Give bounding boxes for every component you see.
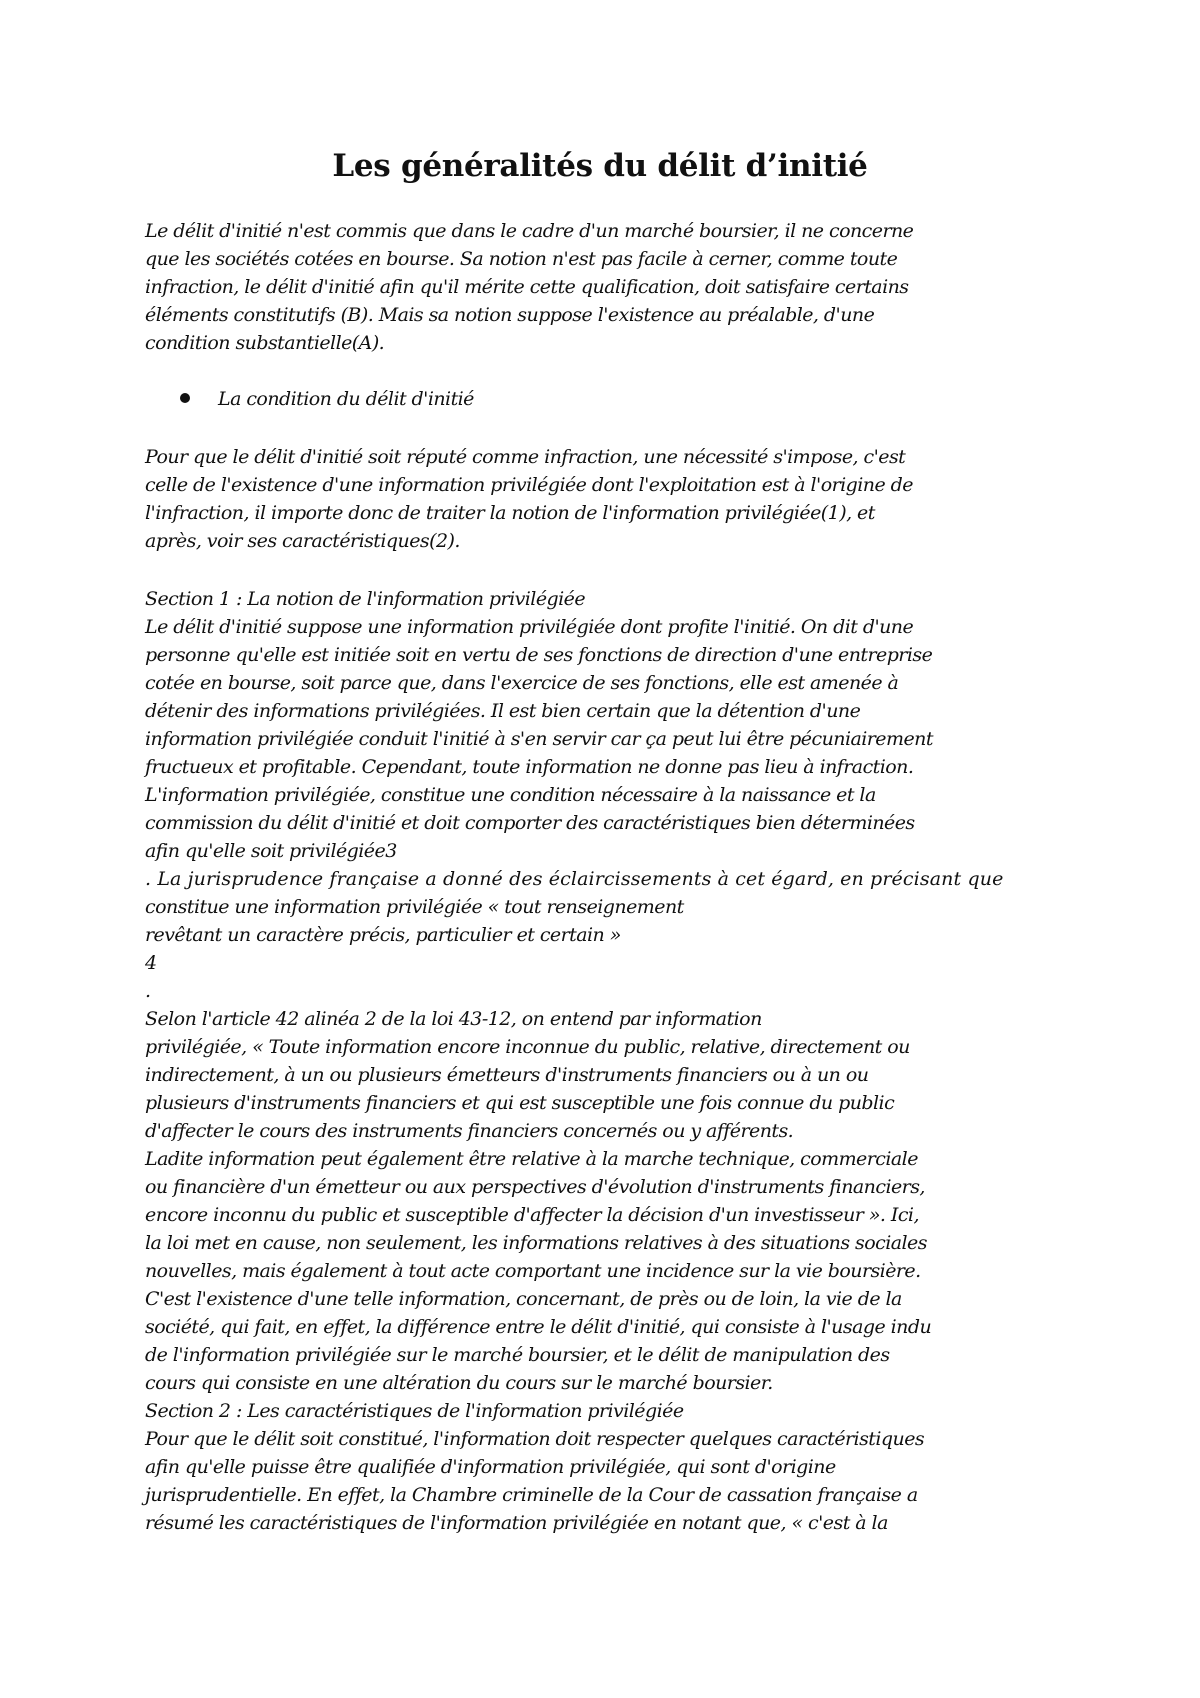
- text-line: jurisprudentielle. En effet, la Chambre criminelle de la Cour de cassation française a: [145, 1484, 918, 1506]
- footnote-marker: 4: [145, 952, 157, 974]
- document-title: Les généralités du délit d’initié: [332, 148, 868, 184]
- text-line: celle de l'existence d'une information privilégiée dont l'exploitation est à l'origine de: [145, 474, 913, 496]
- text-line: la loi met en cause, non seulement, les informations relatives à des situations sociales: [145, 1232, 927, 1254]
- text-line: plusieurs d'instruments financiers et qui est susceptible une fois connue du public: [145, 1092, 895, 1114]
- bullet-item-text: La condition du délit d'initié: [218, 388, 474, 410]
- text-line: condition substantielle(A).: [145, 332, 385, 354]
- text-line: l'infraction, il importe donc de traiter la notion de l'information privilégiée(1), et: [145, 502, 875, 524]
- text-line: nouvelles, mais également à tout acte comportant une incidence sur la vie boursière.: [145, 1260, 921, 1282]
- text-line: de l'information privilégiée sur le marché boursier, et le délit de manipulation des: [145, 1344, 890, 1366]
- text-line: éléments constitutifs (B). Mais sa notion suppose l'existence au préalable, d'une: [145, 304, 875, 326]
- text-line: d'affecter le cours des instruments financiers concernés ou y afférents.: [145, 1120, 794, 1142]
- bullet-icon: [180, 393, 190, 403]
- text-line: Pour que le délit soit constitué, l'information doit respecter quelques caractéristiques: [145, 1428, 925, 1450]
- text-line: infraction, le délit d'initié afin qu'il mérite cette qualification, doit satisfaire certains: [145, 276, 909, 298]
- section-heading: Section 2 : Les caractéristiques de l'information privilégiée: [145, 1400, 684, 1422]
- text-line: fructueux et profitable. Cependant, toute information ne donne pas lieu à infraction.: [145, 756, 914, 778]
- text-line: constitue une information privilégiée « tout renseignement: [145, 896, 684, 918]
- text-line: personne qu'elle est initiée soit en vertu de ses fonctions de direction d'une entreprise: [145, 644, 933, 666]
- text-line: détenir des informations privilégiées. Il est bien certain que la détention d'une: [145, 700, 861, 722]
- text-line: L'information privilégiée, constitue une condition nécessaire à la naissance et la: [145, 784, 876, 806]
- text-line: afin qu'elle puisse être qualifiée d'information privilégiée, qui sont d'origine: [145, 1456, 836, 1478]
- text-line: Pour que le délit d'initié soit réputé comme infraction, une nécessité s'impose, c'est: [145, 446, 906, 468]
- text-line: que les sociétés cotées en bourse. Sa notion n'est pas facile à cerner, comme toute: [145, 248, 898, 270]
- text-line: Selon l'article 42 alinéa 2 de la loi 43-12, on entend par information: [145, 1008, 762, 1030]
- text-line: C'est l'existence d'une telle information, concernant, de près ou de loin, la vie de la: [145, 1288, 902, 1310]
- text-line: Le délit d'initié n'est commis que dans le cadre d'un marché boursier, il ne concerne: [145, 220, 914, 242]
- text-line: information privilégiée conduit l'initié à s'en servir car ça peut lui être pécuniairement: [145, 728, 933, 750]
- text-line: commission du délit d'initié et doit comporter des caractéristiques bien déterminées: [145, 812, 915, 834]
- text-line: .: [145, 980, 151, 1002]
- text-line: résumé les caractéristiques de l'information privilégiée en notant que, « c'est à la: [145, 1512, 888, 1534]
- text-line: après, voir ses caractéristiques(2).: [145, 530, 460, 552]
- text-line: société, qui fait, en effet, la différence entre le délit d'initié, qui consiste à l'usage indu: [145, 1316, 932, 1338]
- text-line: privilégiée, « Toute information encore inconnue du public, relative, directement ou: [145, 1036, 910, 1058]
- section-heading: Section 1 : La notion de l'information privilégiée: [145, 588, 586, 610]
- text-line: Le délit d'initié suppose une information privilégiée dont profite l'initié. On dit d'une: [145, 616, 914, 638]
- text-line: revêtant un caractère précis, particulier et certain »: [145, 924, 621, 946]
- text-line: cotée en bourse, soit parce que, dans l'exercice de ses fonctions, elle est amenée à: [145, 672, 899, 694]
- text-line: cours qui consiste en une altération du cours sur le marché boursier.: [145, 1372, 773, 1394]
- text-line: ou financière d'un émetteur ou aux perspectives d'évolution d'instruments financiers,: [145, 1176, 925, 1198]
- text-line: afin qu'elle soit privilégiée3: [145, 840, 397, 862]
- text-line: . La jurisprudence française a donné des éclaircissements à cet égard, en précisant que: [145, 868, 1004, 890]
- text-line: Ladite information peut également être relative à la marche technique, commerciale: [145, 1148, 918, 1170]
- text-line: indirectement, à un ou plusieurs émetteurs d'instruments financiers ou à un ou: [145, 1064, 869, 1086]
- text-line: encore inconnu du public et susceptible d'affecter la décision d'un investisseur ». Ici,: [145, 1204, 919, 1226]
